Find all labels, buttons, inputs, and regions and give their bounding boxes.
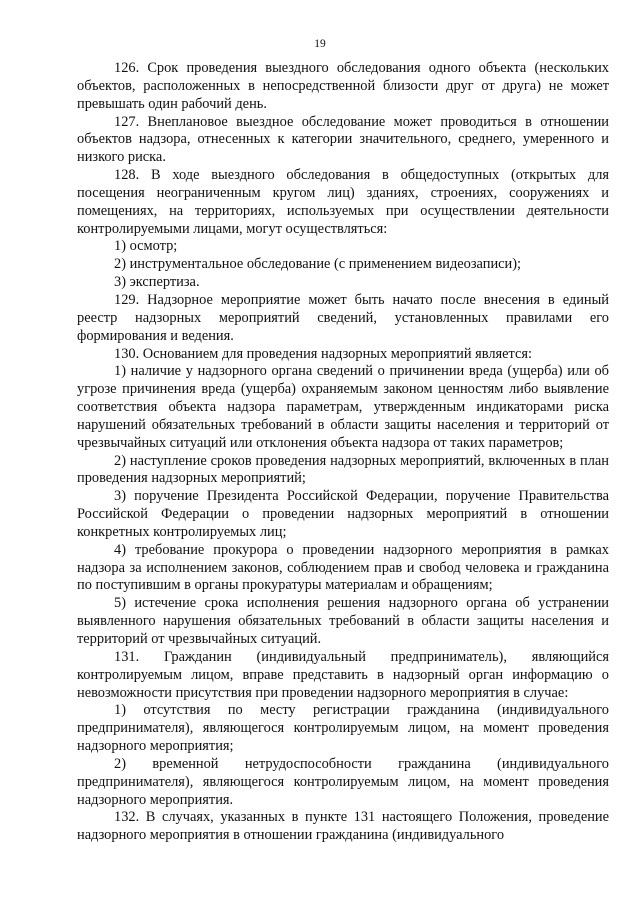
paragraph: 131. Гражданин (индивидуальный предприниматель), являющийся контролируемым лицом, вправе представить в надзорный орган информацию о невозможности присутствия при проведении надзорного мероприятия в случае:: [77, 648, 609, 701]
paragraph: 129. Надзорное мероприятие может быть начато после внесения в единый реестр надзорных мероприятий сведений, установленных правилами его формирования и ведения.: [77, 291, 609, 344]
paragraph: 1) отсутствия по месту регистрации гражданина (индивидуального предпринимателя), являющегося контролируемым лицом, на момент проведения надзорного мероприятия;: [77, 702, 609, 755]
page-number: 19: [314, 38, 326, 50]
paragraph: 1) наличие у надзорного органа сведений о причинении вреда (ущерба) или об угрозе причинения вреда (ущерба) охраняемым законом ценностям либо выявление соответствия объекта надзора параметрам, утвержденным индикаторами риска нарушений обязательных требований в области защиты населения и территорий от чрезвычайных ситуаций или отклонения объекта надзора от таких параметров;: [77, 363, 609, 451]
paragraph: 4) требование прокурора о проведении надзорного мероприятия в рамках надзора за исполнением законов, соблюдением прав и свобод человека и гражданина по поступившим в органы прокуратуры материалам и обращениям;: [77, 541, 609, 594]
document-body: [77, 60, 609, 845]
paragraph: 3) поручение Президента Российской Федерации, поручение Правительства Российской Федерации о проведении надзорных мероприятий в отношении конкретных контролируемых лиц;: [77, 488, 609, 540]
paragraph: 5) истечение срока исполнения решения надзорного органа об устранении выявленного нарушения обязательных требований в области защиты населения и территорий от чрезвычайных ситуаций.: [77, 595, 609, 647]
paragraph: 128. В ходе выездного обследования в общедоступных (открытых для посещения неограниченным кругом лиц) зданиях, строениях, сооружениях и помещениях, на территориях, используемых при осуществлении деятельности контролируемыми лицами, могут осуществляться:: [77, 167, 609, 237]
paragraph: 2) временной нетрудоспособности гражданина (индивидуального предпринимателя), являющегося контролируемым лицом, на момент проведения надзорного мероприятия.: [77, 755, 609, 808]
paragraph: 2) наступление сроков проведения надзорных мероприятий, включенных в план проведения надзорных мероприятий;: [77, 452, 609, 487]
paragraph: 127. Внеплановое выездное обследование может проводиться в отношении объектов надзора, отнесенных к категории значительного, среднего, умеренного и низкого риска.: [77, 113, 609, 166]
paragraph: 2) инструментальное обследование (с применением видеозаписи);: [114, 256, 522, 273]
paragraph: 1) осмотр;: [114, 238, 178, 255]
paragraph: 126. Срок проведения выездного обследования одного объекта (нескольких объектов, расположенных в непосредственной близости друг от друга) не может превышать один рабочий день.: [77, 60, 609, 112]
paragraph: 130. Основанием для проведения надзорных мероприятий является:: [114, 345, 533, 362]
paragraph: 3) экспертиза.: [114, 274, 200, 291]
paragraph: 132. В случаях, указанных в пункте 131 настоящего Положения, проведение надзорного мероприятия в отношении гражданина (индивидуального: [77, 809, 609, 844]
